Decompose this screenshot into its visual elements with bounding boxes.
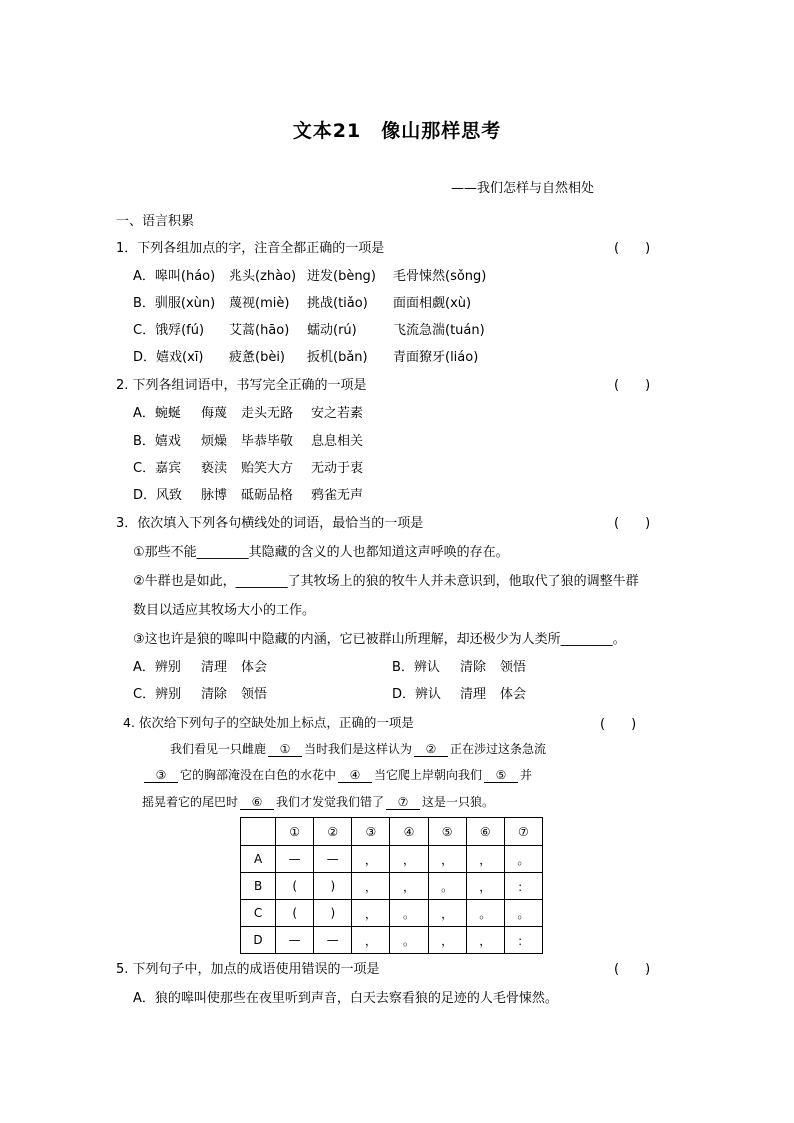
table-row <box>241 846 543 873</box>
table-header-cell: ② <box>314 818 352 846</box>
table-cell: ， <box>428 900 466 927</box>
q1-option-c: C．饿殍(fú) 艾蒿(hāo) 蠕动(rú) 飞流急湍(tuán) <box>133 323 485 338</box>
table-cell: ， <box>428 927 466 954</box>
question-2-stem: 2. 下列各组词语中，书写完全正确的一项是 <box>116 378 367 393</box>
q2-option-a: A．蜿蜒 侮蔑 走头无路 安之若素 <box>133 406 364 421</box>
page-subtitle: ——我们怎样与自然相处 <box>450 181 594 196</box>
table-cell: ， <box>466 873 504 900</box>
q3-sentence-1: ①那些不能________其隐藏的含义的人也都知道这声呼唤的存在。 <box>133 545 509 560</box>
table-cell: — <box>276 846 314 873</box>
table-cell: ， <box>352 873 390 900</box>
page-title: 文本21 像山那样思考 <box>292 120 502 142</box>
table-cell: ， <box>466 927 504 954</box>
question-5-stem: 5. 下列句子中，加点的成语使用错误的一项是 <box>116 962 380 977</box>
table-header-cell: ① <box>276 818 314 846</box>
q2-option-d: D．风致 脉博 砥砺品格 鸦雀无声 <box>133 488 364 503</box>
q2-option-b: B．嬉戏 烦燥 毕恭毕敬 息息相关 <box>133 434 364 449</box>
table-header-cell: ③ <box>352 818 390 846</box>
table-row <box>241 900 543 927</box>
table-row-label: B <box>241 873 276 900</box>
table-cell: 。 <box>428 873 466 900</box>
table-cell: ： <box>504 873 542 900</box>
table-cell: — <box>314 846 352 873</box>
table-row <box>241 927 543 954</box>
table-cell: 。 <box>504 900 542 927</box>
question-2-answer-paren: ( ) <box>614 378 651 393</box>
table-cell: ， <box>466 846 504 873</box>
table-row-label: C <box>241 900 276 927</box>
section-heading: 一、语言积累 <box>116 214 195 229</box>
table-header-cell <box>241 818 276 846</box>
table-cell: — <box>314 927 352 954</box>
table-cell: ， <box>390 873 428 900</box>
q3-option-c: C．辨别 清除 领悟 <box>133 687 268 702</box>
q1-option-d: D．嬉戏(xī) 疲惫(bèi) 扳机(bǎn) 青面獠牙(liáo) <box>133 350 479 365</box>
q2-option-c: C．嘉宾 亵渎 贻笑大方 无动于衷 <box>133 461 364 476</box>
table-header-cell: ④ <box>390 818 428 846</box>
table-cell: 。 <box>466 900 504 927</box>
q4-punctuation-table <box>240 817 543 954</box>
table-row-label: A <box>241 846 276 873</box>
question-1-answer-paren: ( ) <box>614 241 651 256</box>
q3-option-a: A．辨别 清理 体会 <box>133 660 268 675</box>
question-4-stem: 4. 依次给下列句子的空缺处加上标点，正确的一项是 <box>123 715 414 730</box>
table-cell: 。 <box>390 900 428 927</box>
table-row-label: D <box>241 927 276 954</box>
table-cell: ， <box>390 846 428 873</box>
table-cell: — <box>276 927 314 954</box>
table-header-cell: ⑤ <box>428 818 466 846</box>
table-cell: ， <box>352 927 390 954</box>
q4-passage-line-1: 我们看见一只雌鹿 ① 当时我们是这样认为 ② 正在涉过这条急流 <box>170 742 547 756</box>
table-row <box>241 873 543 900</box>
q1-option-b: B．驯服(xùn) 蔑视(miè) 挑战(tiǎo) 面面相觑(xù) <box>133 296 472 311</box>
q4-passage-line-3: 摇晃着它的尾巴时 ⑥ 我们才发觉我们错了 ⑦ 这是一只狼。 <box>142 795 495 809</box>
question-4-answer-paren: ( ) <box>600 717 637 732</box>
table-cell: ( <box>276 900 314 927</box>
question-1-stem: 1．下列各组加点的字，注音全都正确的一项是 <box>116 241 385 256</box>
table-header-cell: ⑦ <box>504 818 542 846</box>
q1-option-a: A．嗥叫(háo) 兆头(zhào) 迸发(bèng) 毛骨悚然(sǒng) <box>133 269 487 284</box>
q3-sentence-2: ②牛群也是如此，________了其牧场上的狼的牧牛人并未意识到，他取代了狼的调整牛群 <box>133 574 639 589</box>
table-cell: 。 <box>390 927 428 954</box>
question-5-answer-paren: ( ) <box>614 962 651 977</box>
table-cell: ， <box>352 846 390 873</box>
q3-option-d: D．辨认 清理 体会 <box>392 687 527 702</box>
q5-option-a: A．狼的嗥叫使那些在夜里听到声音，白天去察看狼的足迹的人毛骨悚然。 <box>133 991 558 1006</box>
table-cell: ， <box>352 900 390 927</box>
table-cell: ) <box>314 900 352 927</box>
table-header-cell: ⑥ <box>466 818 504 846</box>
q3-option-b: B．辨认 清除 领悟 <box>392 660 527 675</box>
table-cell: ， <box>428 846 466 873</box>
question-3-answer-paren: ( ) <box>614 516 651 531</box>
table-header-row <box>241 818 543 846</box>
question-3-stem: 3．依次填入下列各句横线处的词语，最恰当的一项是 <box>116 516 424 531</box>
q4-passage-line-2: ③ 它的胸部淹没在白色的水花中 ④ 当它爬上岸朝向我们 ⑤ 并 <box>142 766 532 783</box>
q3-sentence-3: ③这也许是狼的嗥叫中隐藏的内涵，它已被群山所理解，却还极少为人类所________。 <box>133 632 626 647</box>
table-cell: ： <box>504 927 542 954</box>
table-cell: ) <box>314 873 352 900</box>
table-cell: 。 <box>504 846 542 873</box>
table-cell: ( <box>276 873 314 900</box>
q3-sentence-2-cont: 数目以适应其牧场大小的工作。 <box>133 603 316 618</box>
